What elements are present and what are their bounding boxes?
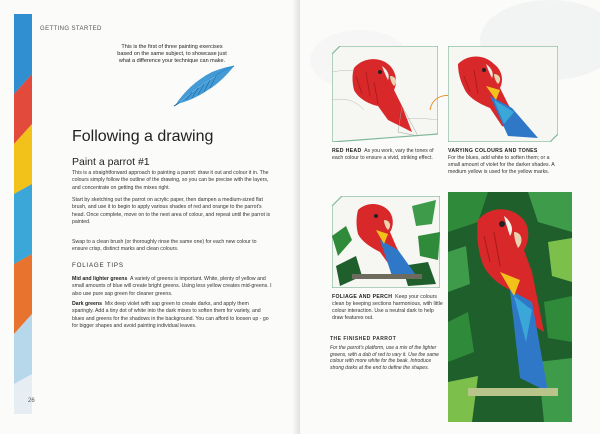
finished-parrot-caption (330, 336, 440, 372)
intro-text: This is the first of three painting exercises based on the same subject, to showcase just what a difference your technique can make. (117, 44, 227, 65)
caption-title: RED HEAD (332, 148, 362, 154)
body-paragraph-3: Swap to a clean brush (or thoroughly rinse the same one) for each new colour to ensure crisp, distinct marks and clean colours. (72, 239, 257, 253)
tip-text: Mix deep violet with sap green to create darks, and apply them sparingly. Add a tiny dot of white into the dark mixes to soften them for variety, and blues and greens for the shadows in the background. You can afford to loosen up - go for bigger shapes and avoid painting individual leaves. (72, 301, 269, 330)
blue-feather-illustration (168, 62, 238, 110)
caption-red-head (332, 148, 444, 162)
page-subtitle: Paint a parrot #1 (72, 156, 150, 168)
tip-mid-lighter-greens (72, 276, 272, 298)
tip-text: A variety of greens is important. White, plenty of yellow and small amounts of blue will create bright greens. Using less yellow creates mid-greens. I also use pure sap green for cleaner greens. (72, 276, 272, 297)
step-varying-colours-image (448, 46, 558, 142)
body-paragraph-1: This is a straightforward approach to painting a parrot: draw it out and colour it in. The colours simply follow the outline of the drawing, so you can be precise with the layers, and concentrate on getting the mixes right. (72, 170, 269, 191)
step-red-head-image (332, 46, 438, 142)
caption-foliage-perch (332, 294, 444, 322)
finished-text: For the parrot's platform, use a mix of the lighter greens, with a dab of red to vary it. Use the same colour with more white for the beak. Introduce strong darks at the end to define the shapes. (330, 344, 439, 372)
finished-title: THE FINISHED PARROT (330, 336, 397, 342)
caption-text: For the blues, add white to soften them; or a small amount of violet for the darker shades. A medium yellow is used for the yellow marks. (448, 155, 555, 175)
caption-varying-colours (448, 148, 558, 176)
caption-text: As you work, vary the tones of each colour to ensure a vivid, striking effect. (332, 148, 434, 161)
caption-text: Keep your colours clean by keeping sections harmonious, with little colour interaction. Use a neutral dark to help draw features out. (332, 294, 443, 321)
caption-title: FOLIAGE AND PERCH (332, 294, 393, 300)
step-foliage-perch-image (332, 196, 440, 288)
page-title: Following a drawing (72, 128, 214, 145)
caption-title: VARYING COLOURS AND TONES (448, 148, 538, 154)
tips-heading: FOLIAGE TIPS (72, 262, 124, 269)
tip-label: Dark greens (72, 301, 102, 307)
page-number: 26 (28, 398, 35, 404)
tip-label: Mid and lighter greens (72, 276, 128, 282)
tip-dark-greens (72, 301, 272, 331)
section-label: GETTING STARTED (40, 26, 102, 32)
feather-strip-image (14, 14, 32, 414)
body-paragraph-2: Start by sketching out the parrot on acrylic paper, then dampen a medium-sized flat brush, and use it to begin to apply various shades of red and orange to the parrot's head. Once complete, move on to the next area of colour, and repeat until the parrot is painted. (72, 197, 271, 226)
finished-parrot-painting (448, 192, 572, 422)
